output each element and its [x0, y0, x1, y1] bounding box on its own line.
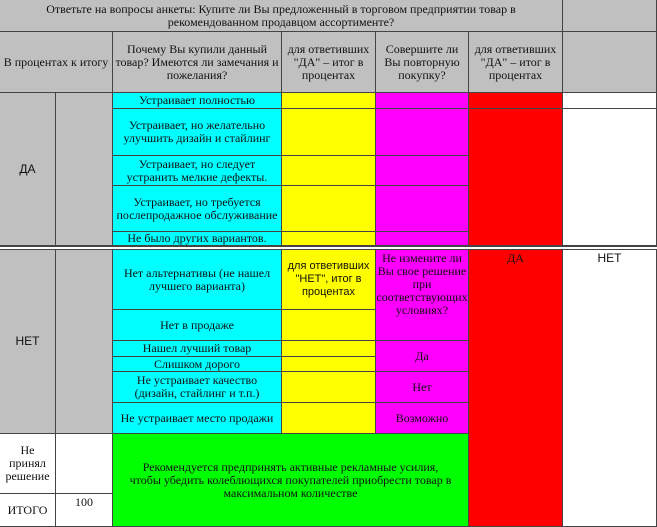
no-block-label: НЕТ [0, 250, 56, 434]
no-reason-3: Нашел лучший товар [113, 341, 282, 357]
yes-column-label: ДА [469, 250, 563, 527]
repeat-cell-1 [376, 93, 469, 109]
yes-reason-1: Устраивает полностью [113, 93, 282, 109]
yes-share-cell-2 [282, 109, 376, 156]
no-share-cell-4 [282, 357, 376, 372]
yes-share-cell-5 [282, 232, 376, 246]
yes-reason-5: Не было других вариантов. [113, 232, 282, 246]
answer-maybe: Возможно [376, 403, 469, 434]
no-share-cell-3 [282, 341, 376, 357]
repeat-question-header: Совершите ли Вы повторную покупку? [376, 32, 469, 93]
no-reason-6: Не устраивает место продажи [113, 403, 282, 434]
no-reason-2: Нет в продаже [113, 310, 282, 341]
title-empty-cell [563, 0, 657, 32]
no-column-label: НЕТ [563, 250, 657, 527]
no-share-cell-6 [282, 403, 376, 434]
no-block-value [56, 250, 113, 434]
total-label: ИТОГО [0, 494, 56, 527]
answer-yes: Да [376, 341, 469, 372]
yes-share-header: для ответивших "ДА" – итог в процентах [282, 32, 376, 93]
yes-reason-2: Устраивает, но желательно улучшить дизайн и стайлинг [113, 109, 282, 156]
header-empty-cell [563, 32, 657, 93]
percent-label: В процентах к итогу [0, 32, 113, 93]
repeat-cell-4 [376, 186, 469, 232]
why-question-header: Почему Вы купили данный товар? Имеются ли замечания и пожелания? [113, 32, 282, 93]
yes-share-cell-1 [282, 93, 376, 109]
answer-no: Нет [376, 372, 469, 403]
yes-share2-cell-2 [469, 109, 563, 246]
yes-block-label: ДА [0, 93, 56, 246]
no-reason-5: Не устраивает качество (дизайн, стайлинг и т.п.) [113, 372, 282, 403]
survey-title: Ответьте на вопросы анкеты: Купите ли Вы предложенный в торговом предприятии товар в рекомендованном продавцом ассортименте? [0, 0, 563, 32]
recommendation-text: Рекомендуется предпринять активные рекламные усилия, чтобы убедить колеблющихся покупателей приобрести товар в максимальном количестве [113, 434, 469, 527]
yes-block-value [56, 93, 113, 246]
no-share-header: для ответивших "НЕТ", итог в процентах [282, 250, 376, 310]
total-value: 100 [56, 494, 113, 527]
yes-share2-cell-1 [469, 93, 563, 109]
yes-share-header-2: для ответивших "ДА" – итог в процентах [469, 32, 563, 93]
repeat-cell-2 [376, 109, 469, 156]
extra-cell-1 [563, 93, 657, 109]
no-reason-1: Нет альтернативы (не нашел лучшего варианта) [113, 250, 282, 310]
undecided-value [56, 434, 113, 494]
no-reason-4: Слишком дорого [113, 357, 282, 372]
yes-reason-4: Устраивает, но требуется послепродажное обслуживание [113, 186, 282, 232]
repeat-cell-3 [376, 156, 469, 186]
extra-cell-2 [563, 109, 657, 246]
yes-share-cell-3 [282, 156, 376, 186]
no-share-cell-5 [282, 372, 376, 403]
no-share-cell-2 [282, 310, 376, 341]
yes-reason-3: Устраивает, но следует устранить мелкие дефекты. [113, 156, 282, 186]
change-question: Не измените ли Вы свое решение при соответствующих условиях? [376, 250, 469, 341]
yes-share-cell-4 [282, 186, 376, 232]
undecided-label: Не принял решение [0, 434, 56, 494]
repeat-cell-5 [376, 232, 469, 246]
